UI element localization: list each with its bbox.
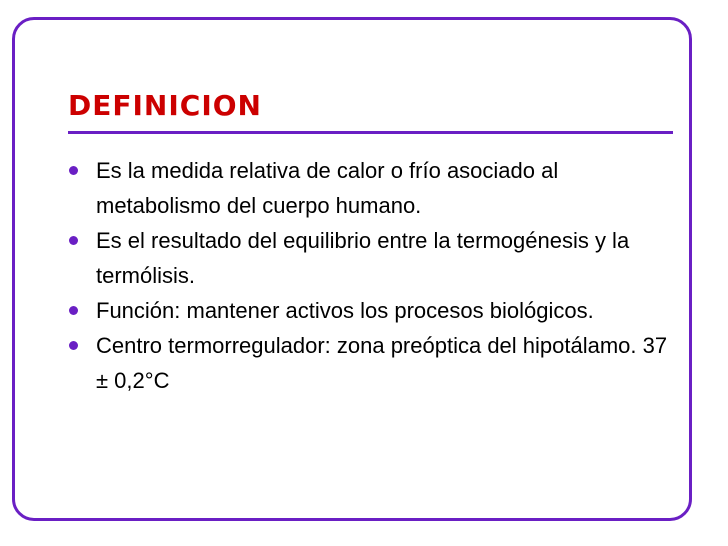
bullet-text: Centro termorregulador: zona preóptica del hipotálamo. 37 ± 0,2°C <box>96 333 668 393</box>
slide-title: DEFINICION <box>68 89 262 122</box>
bullet-dot-icon <box>69 341 78 350</box>
bullet-dot-icon <box>69 166 78 175</box>
bullet-text: Es el resultado del equilibrio entre la termogénesis y la termólisis. <box>96 228 630 288</box>
bullet-item <box>66 293 676 328</box>
title-underline <box>68 131 673 134</box>
bullet-item <box>66 223 676 293</box>
bullet-dot-icon <box>69 236 78 245</box>
bullet-text: Función: mantener activos los procesos biológicos. <box>96 298 594 323</box>
bullet-text: Es la medida relativa de calor o frío asociado al metabolismo del cuerpo humano. <box>96 158 559 218</box>
bullet-item <box>66 153 676 223</box>
bullet-list <box>66 153 676 398</box>
bullet-dot-icon <box>69 306 78 315</box>
bullet-item <box>66 328 676 398</box>
